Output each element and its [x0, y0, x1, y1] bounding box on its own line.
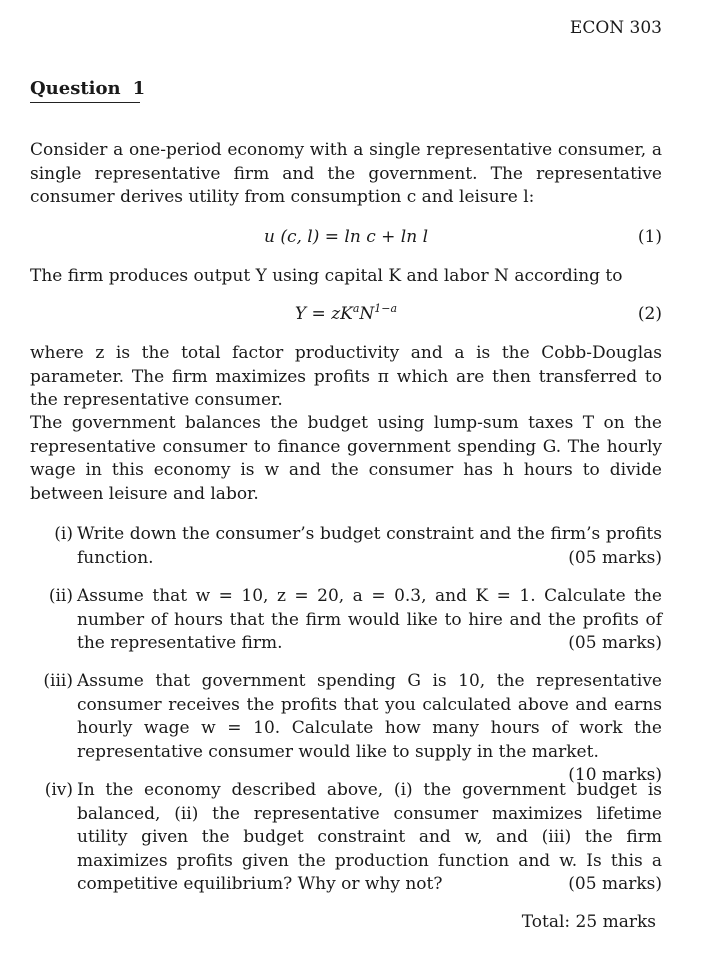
equation-2 — [30, 304, 662, 328]
labor-symbol: N — [359, 304, 375, 324]
government-paragraph: The government balances the budget using lump-sum taxes T on the representative consumer to finance government spending G. The hourly wage in this economy is w and the consumer has h hours to divide between leisure and labor. — [30, 413, 662, 504]
firm-paragraph: The firm produces output Y using capital K and labor N according to — [30, 266, 623, 286]
question-heading — [30, 78, 145, 99]
list-item — [30, 670, 662, 788]
item-marks: (05 marks) — [568, 547, 662, 568]
labor-exponent: 1−a — [374, 302, 398, 315]
item-label: (iii) — [43, 671, 73, 691]
item-text: Write down the consumer’s budget constraint and the firm’s profits function. — [77, 524, 662, 568]
production-base: Y = zK — [294, 304, 353, 324]
equation-1-tag: (1) — [637, 227, 662, 247]
utility-function: u (c, l) = ln c + ln l — [263, 227, 429, 247]
item-label: (i) — [54, 524, 73, 544]
item-label: (ii) — [48, 586, 73, 606]
list-item — [30, 779, 662, 897]
question-label: Question — [30, 78, 121, 99]
where-paragraph: where z is the total factor productivity and a is the Cobb-Douglas parameter. The firm maximizes profits π which are then transferred to the representative consumer. — [30, 343, 662, 410]
item-text: Assume that w = 10, z = 20, a = 0.3, and K = 1. Calculate the number of hours that the firm would like to hire and the profits of the representative firm. — [77, 586, 662, 653]
item-text: In the economy described above, (i) the government budget is balanced, (ii) the representative consumer maximizes lifetime utility given the budget constraint and w, and (iii) the firm maximizes profits given the production function and w. Is this a competitive equilibrium? Why or why not? — [77, 780, 662, 894]
item-marks: (05 marks) — [568, 874, 662, 894]
capital-exponent: a — [352, 302, 360, 315]
equation-2-tag: (2) — [637, 304, 662, 324]
list-item — [30, 523, 662, 570]
course-code: ECON 303 — [569, 18, 662, 38]
item-label: (iv) — [44, 780, 73, 800]
item-marks: (05 marks) — [568, 633, 662, 653]
question-number: 1 — [132, 78, 146, 99]
intro-paragraph: Consider a one-period economy with a single representative consumer, a single representative firm and the government. The representative consumer derives utility from consumption c and leisure l: — [30, 140, 662, 207]
item-text: Assume that government spending G is 10, the representative consumer receives the profits that you calculated above and earns hourly wage w = 10. Calculate how many hours of work the representative consumer would like to supply in the market. — [77, 671, 662, 762]
heading-underline — [30, 102, 140, 103]
list-item — [30, 585, 662, 656]
item-marks: (10 marks) — [568, 765, 662, 785]
total-marks: Total: 25 marks — [521, 912, 656, 932]
production-function — [30, 304, 662, 324]
equation-1 — [30, 227, 662, 251]
